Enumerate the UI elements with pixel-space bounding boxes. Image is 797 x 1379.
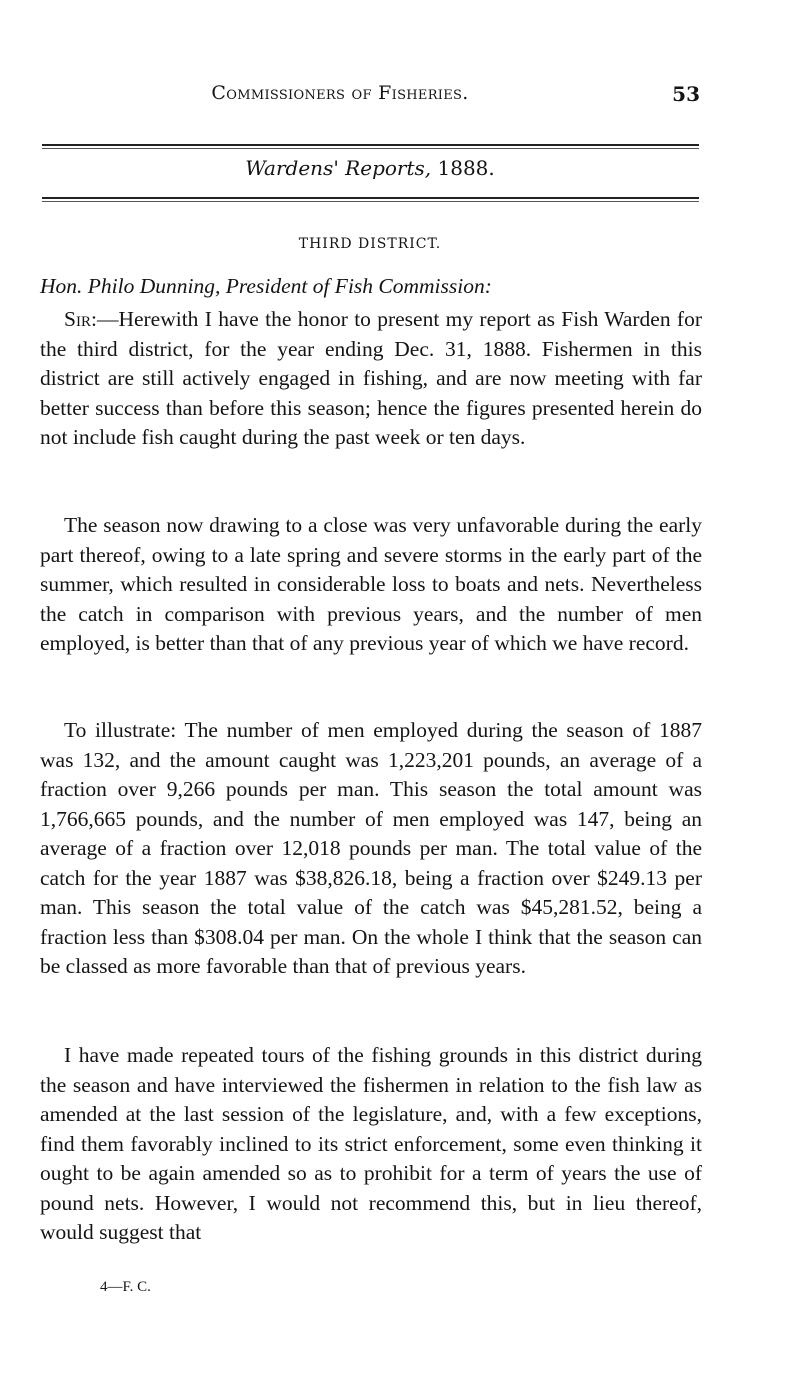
letter-body-4 — [40, 1041, 702, 1248]
top-double-rule — [42, 144, 699, 146]
subtitle-italic: Wardens' Reports, — [245, 156, 432, 180]
letter-body — [40, 305, 702, 453]
paragraph-1-text: —Herewith I have the honor to present my report as Fish Warden for the third district, for the year ending Dec. 31, 1888. Fishermen in this district are still actively engaged in fishing, and are now meeting with far better success than before this season; hence the figures presented herein do not include fish caught during the past week or ten days. — [40, 307, 702, 449]
salutation: Hon. Philo Dunning, President of Fish Commission: — [40, 274, 492, 298]
page-number: 53 — [672, 82, 700, 106]
letter-body-2 — [40, 511, 702, 659]
district-heading: THIRD DISTRICT. — [298, 236, 442, 252]
running-title: Commissioners of Fisheries. — [211, 82, 469, 104]
section-subtitle — [40, 156, 700, 180]
subtitle-year: 1888. — [437, 156, 495, 180]
paragraph-3: To illustrate: The number of men employed during the season of 1887 was 132, and the amount caught was 1,223,201 pounds, an average of a fraction over 9,266 pounds per man. This season the total amount was 1,766,665 pounds, and the number of men employed was 147, being an average of a fraction over 12,018 pounds per man. The total value of the catch for the year 1887 was $38,826.18, being a fraction over $249.13 per man. This season the total value of the catch was $45,281.52, being a fraction less than $308.04 per man. On the whole I think that the season can be classed as more favorable than that of previous years. — [40, 718, 702, 978]
letter-body-3 — [40, 716, 702, 982]
opening-word: Sir: — [64, 307, 97, 331]
paragraph-2: The season now drawing to a close was very unfavorable during the early part thereof, owing to a late spring and severe storms in the early part of the summer, which resulted in considerable loss to boats and nets. Nevertheless the catch in comparison with previous years, and the number of men employed, is better than that of any previous year of which we have record. — [40, 513, 702, 655]
paragraph-1 — [40, 305, 702, 453]
bottom-double-rule — [42, 197, 699, 199]
signature-mark: 4—F. C. — [100, 1279, 151, 1295]
running-head — [0, 82, 797, 112]
paragraph-4: I have made repeated tours of the fishing grounds in this district during the season and have interviewed the fishermen in relation to the fish law as amended at the last session of the legislature, and, with a few exceptions, find them favorably inclined to its strict enforcement, some even thinking it ought to be again amended so as to prohibit for a term of years the use of pound nets. However, I would not recommend this, but in lieu thereof, would suggest that — [40, 1043, 702, 1244]
